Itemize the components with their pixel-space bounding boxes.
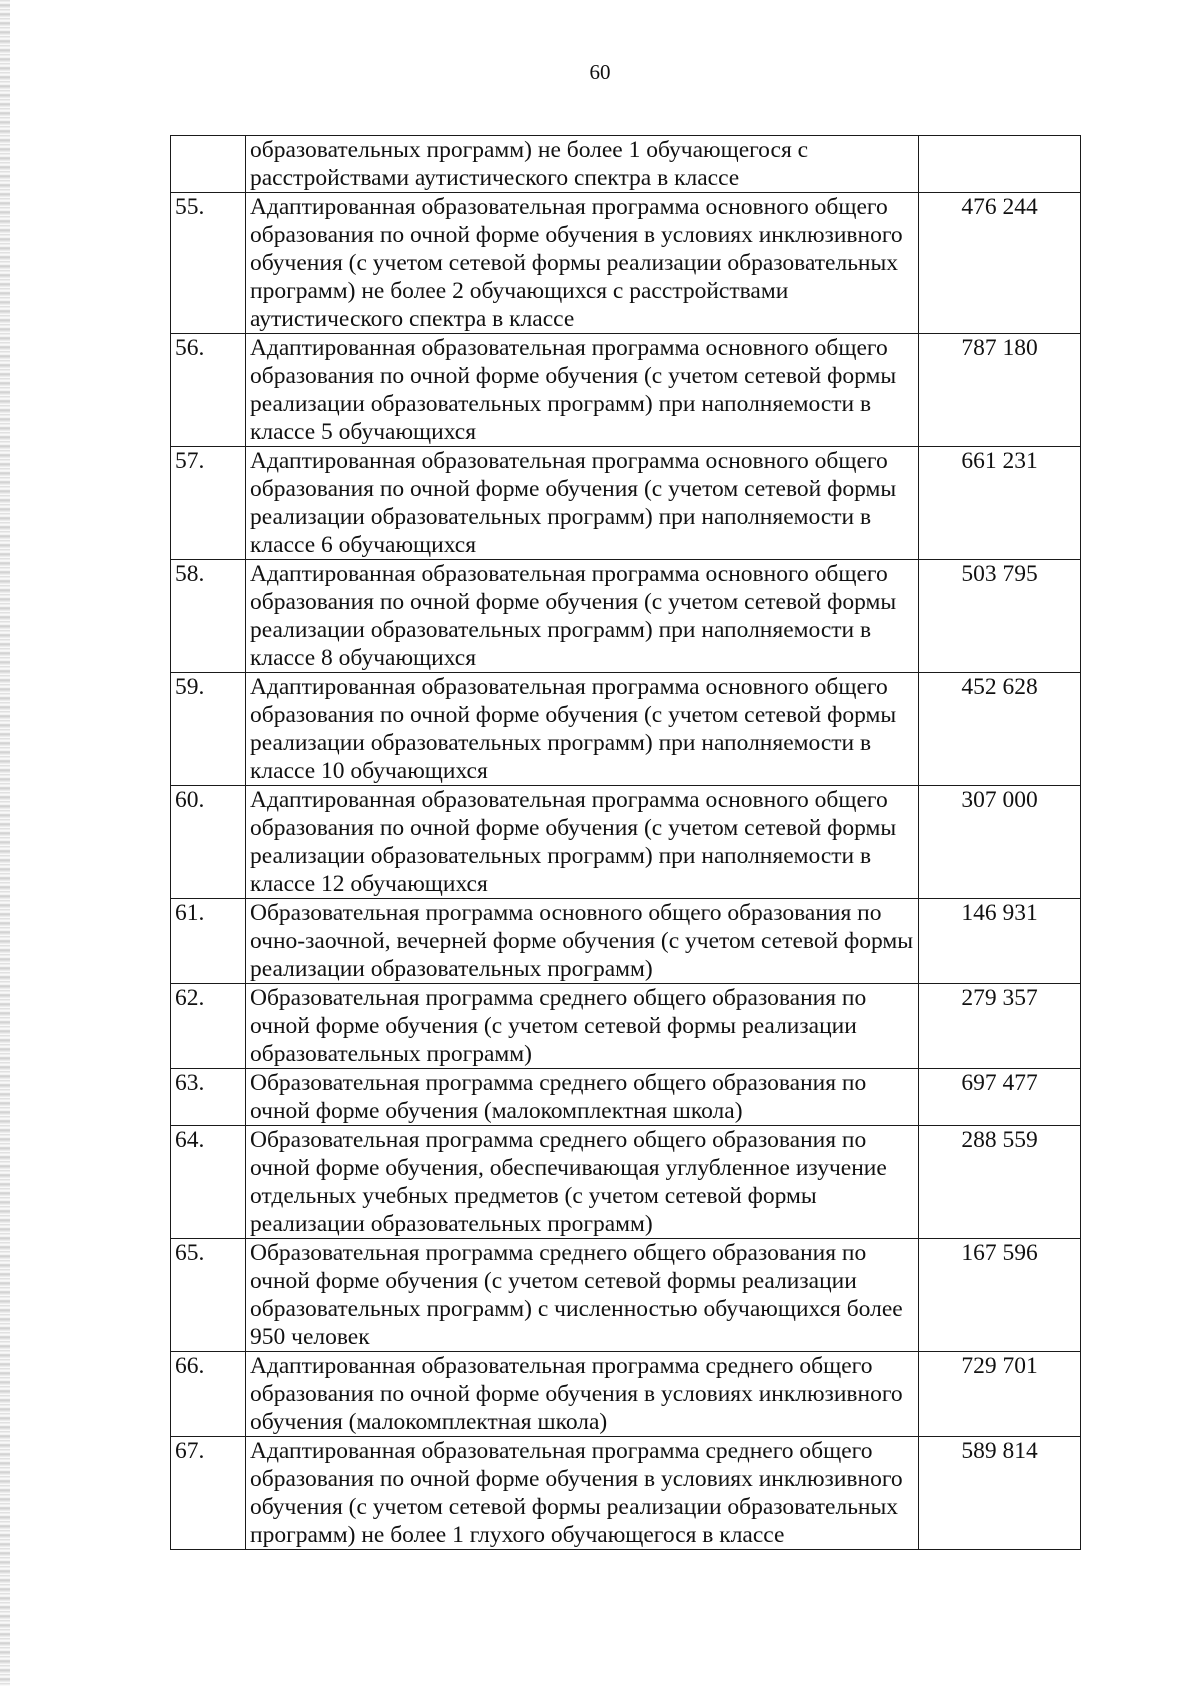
row-number: 60. xyxy=(171,786,246,899)
table-row xyxy=(171,786,1081,899)
row-number: 66. xyxy=(171,1352,246,1437)
row-value: 476 244 xyxy=(919,193,1081,334)
table-row xyxy=(171,984,1081,1069)
row-value: 787 180 xyxy=(919,334,1081,447)
row-number xyxy=(171,136,246,193)
row-value: 589 814 xyxy=(919,1437,1081,1550)
row-number: 57. xyxy=(171,447,246,560)
row-number: 62. xyxy=(171,984,246,1069)
row-description: Образовательная программа среднего общего образования по очной форме обучения (малокомплектная школа) xyxy=(246,1069,919,1126)
row-value: 307 000 xyxy=(919,786,1081,899)
row-description: Адаптированная образовательная программа основного общего образования по очной форме обучения (с учетом сетевой формы реализации образовательных программ) при наполняемости в классе 12 обучающихся xyxy=(246,786,919,899)
table-row xyxy=(171,1126,1081,1239)
row-description: Адаптированная образовательная программа основного общего образования по очной форме обучения (с учетом сетевой формы реализации образовательных программ) при наполняемости в классе 8 обучающихся xyxy=(246,560,919,673)
table-row xyxy=(171,1239,1081,1352)
row-description: Адаптированная образовательная программа среднего общего образования по очной форме обучения в условиях инклюзивного обучения (с учетом сетевой формы реализации образовательных программ) не более 1 глухого обучающегося в классе xyxy=(246,1437,919,1550)
row-description: Адаптированная образовательная программа основного общего образования по очной форме обучения в условиях инклюзивного обучения (с учетом сетевой формы реализации образовательных программ) не более 2 обучающихся с расстройствами аутистического спектра в классе xyxy=(246,193,919,334)
row-description: Адаптированная образовательная программа основного общего образования по очной форме обучения (с учетом сетевой формы реализации образовательных программ) при наполняемости в классе 5 обучающихся xyxy=(246,334,919,447)
row-value xyxy=(919,136,1081,193)
table-row xyxy=(171,447,1081,560)
row-number: 61. xyxy=(171,899,246,984)
row-description: Образовательная программа среднего общего образования по очной форме обучения, обеспечивающая углубленное изучение отдельных учебных предметов (с учетом сетевой формы реализации образовательных программ) xyxy=(246,1126,919,1239)
row-value: 697 477 xyxy=(919,1069,1081,1126)
cost-table xyxy=(170,135,1081,1550)
row-description: Адаптированная образовательная программа основного общего образования по очной форме обучения (с учетом сетевой формы реализации образовательных программ) при наполняемости в классе 10 обучающихся xyxy=(246,673,919,786)
row-value: 729 701 xyxy=(919,1352,1081,1437)
row-description: образовательных программ) не более 1 обучающегося с расстройствами аутистического спектра в классе xyxy=(246,136,919,193)
table-row xyxy=(171,1352,1081,1437)
table-row xyxy=(171,1437,1081,1550)
row-value: 661 231 xyxy=(919,447,1081,560)
row-value: 279 357 xyxy=(919,984,1081,1069)
row-number: 58. xyxy=(171,560,246,673)
row-number: 56. xyxy=(171,334,246,447)
row-value: 288 559 xyxy=(919,1126,1081,1239)
row-number: 64. xyxy=(171,1126,246,1239)
row-number: 65. xyxy=(171,1239,246,1352)
table-row xyxy=(171,673,1081,786)
page-number: 60 xyxy=(589,60,611,84)
table-row xyxy=(171,334,1081,447)
table-row xyxy=(171,899,1081,984)
table-row xyxy=(171,193,1081,334)
row-description: Образовательная программа среднего общего образования по очной форме обучения (с учетом сетевой формы реализации образовательных программ) xyxy=(246,984,919,1069)
scan-edge-artifact xyxy=(0,0,10,1686)
row-value: 146 931 xyxy=(919,899,1081,984)
row-value: 503 795 xyxy=(919,560,1081,673)
table-row xyxy=(171,136,1081,193)
row-number: 55. xyxy=(171,193,246,334)
row-description: Адаптированная образовательная программа основного общего образования по очной форме обучения (с учетом сетевой формы реализации образовательных программ) при наполняемости в классе 6 обучающихся xyxy=(246,447,919,560)
row-value: 452 628 xyxy=(919,673,1081,786)
row-value: 167 596 xyxy=(919,1239,1081,1352)
row-number: 67. xyxy=(171,1437,246,1550)
row-description: Образовательная программа основного общего образования по очно-заочной, вечерней форме обучения (с учетом сетевой формы реализации образовательных программ) xyxy=(246,899,919,984)
row-number: 59. xyxy=(171,673,246,786)
row-number: 63. xyxy=(171,1069,246,1126)
table-row xyxy=(171,1069,1081,1126)
row-description: Образовательная программа среднего общего образования по очной форме обучения (с учетом сетевой формы реализации образовательных программ) с численностью обучающихся более 950 человек xyxy=(246,1239,919,1352)
row-description: Адаптированная образовательная программа среднего общего образования по очной форме обучения в условиях инклюзивного обучения (малокомплектная школа) xyxy=(246,1352,919,1437)
table-row xyxy=(171,560,1081,673)
